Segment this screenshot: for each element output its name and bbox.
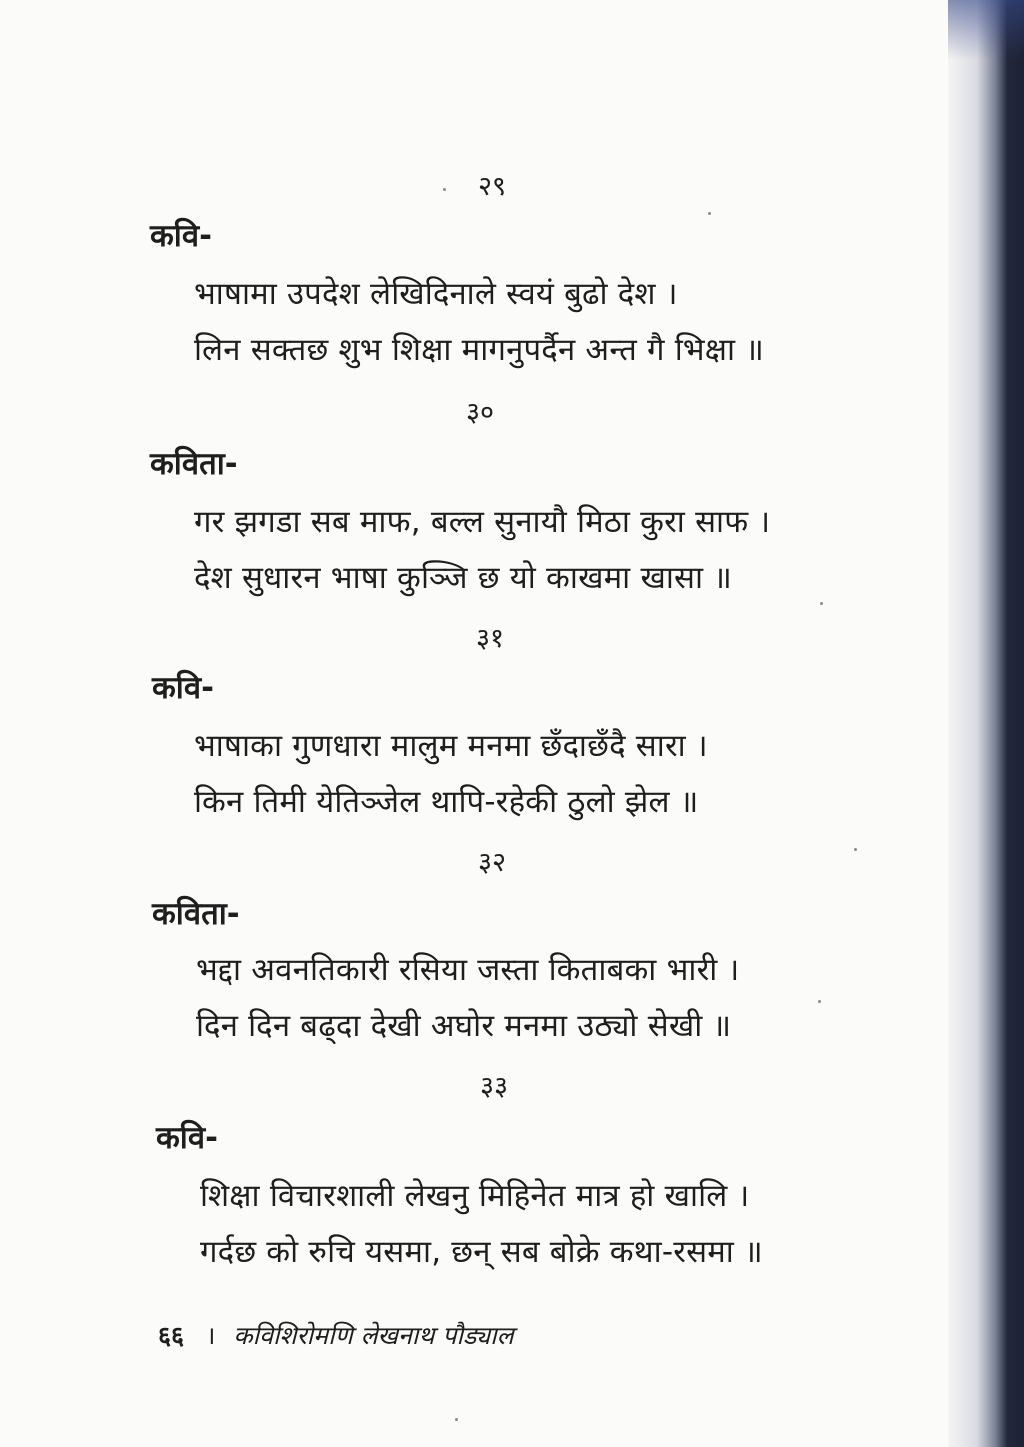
scan-speck <box>443 188 446 191</box>
scan-speck <box>818 1000 821 1003</box>
scan-speck <box>455 1418 458 1421</box>
scan-speck <box>854 848 857 851</box>
verse-number: २९ <box>477 171 507 202</box>
verse-line: भद्दा अवनतिकारी रसिया जस्ता किताबका भारी । <box>196 952 740 988</box>
verse-number: ३२ <box>477 847 507 878</box>
scan-speck <box>708 212 711 215</box>
page-footer <box>158 1318 514 1352</box>
verse-number: ३० <box>465 397 495 428</box>
scan-speck <box>820 602 823 605</box>
speaker-label: कवि- <box>150 218 212 254</box>
verse-line: किन तिमी येतिञ्जेल थापि-रहेकी ठुलो झेल ॥ <box>194 784 699 820</box>
footer-separator: । <box>205 1321 216 1350</box>
speaker-label: कवि- <box>152 670 214 706</box>
verse-line: शिक्षा विचारशाली लेखनु मिहिनेत मात्र हो खालि । <box>200 1178 750 1214</box>
verse-line: गर झगडा सब माफ, बल्ल सुनायौ मिठा कुरा साफ । <box>194 504 771 540</box>
verse-number: ३३ <box>479 1071 509 1102</box>
book-title: कविशिरोमणि लेखनाथ पौड्याल <box>233 1321 514 1350</box>
verse-line: गर्दछ को रुचि यसमा, छन् सब बोक्रे कथा-रसमा ॥ <box>200 1234 763 1270</box>
verse-number: ३१ <box>475 623 505 654</box>
verse-line: लिन सक्तछ शुभ शिक्षा मागनुपर्दैन अन्त गै भिक्षा ॥ <box>194 332 764 368</box>
speaker-label: कवि- <box>156 1120 218 1156</box>
speaker-label: कविता- <box>150 446 238 482</box>
speaker-label: कविता- <box>152 896 240 932</box>
verse-line: दिन दिन बढ्दा देखी अघोर मनमा उठ्यो सेखी ॥ <box>196 1008 732 1044</box>
verse-line: देश सुधारन भाषा कुञ्जि छ यो काखमा खासा ॥ <box>194 560 733 596</box>
verse-line: भाषामा उपदेश लेखिदिनाले स्वयं बुढो देश । <box>194 276 678 312</box>
book-binding-edge <box>948 0 1024 1447</box>
page-number: ६६ <box>158 1321 185 1350</box>
verse-line: भाषाका गुणधारा मालुम मनमा छँदाछँदै सारा । <box>194 728 708 764</box>
